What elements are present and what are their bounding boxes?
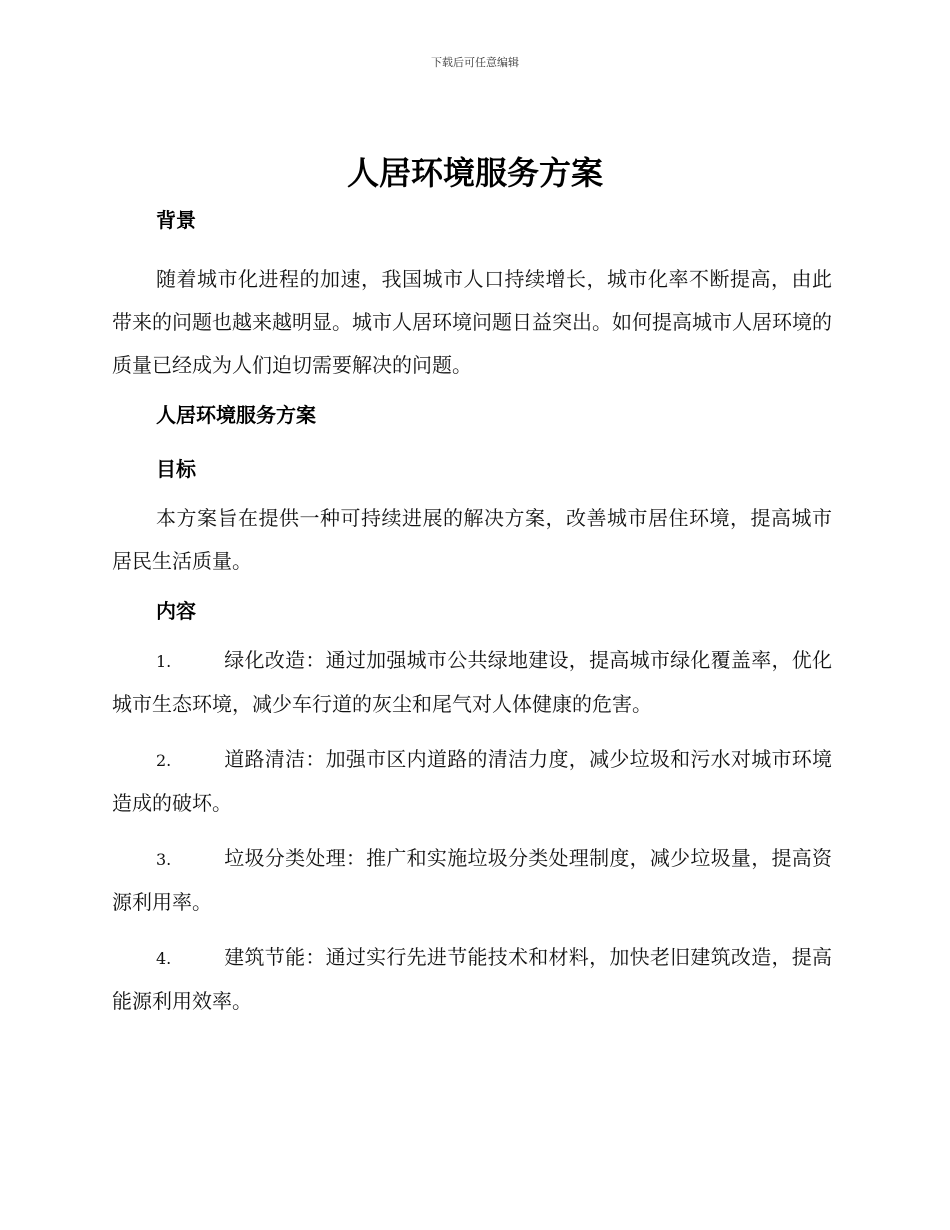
list-item-number: 1. [156, 652, 172, 671]
list-item-2 [112, 738, 832, 825]
paragraph-goal: 本方案旨在提供一种可持续进展的解决方案，改善城市居住环境，提高城市居民生活质量。 [112, 506, 832, 573]
list-item-number: 2. [156, 751, 172, 770]
heading-plan: 人居环境服务方案 [156, 403, 316, 427]
document-title: 人居环境服务方案 [346, 154, 603, 192]
heading-goal: 目标 [156, 457, 196, 481]
list-item-4 [112, 936, 832, 1023]
list-item-number: 4. [156, 949, 172, 968]
list-item-1 [112, 639, 832, 726]
document-body [112, 204, 832, 1023]
list-item-number: 3. [156, 850, 172, 869]
list-item-text: 建筑节能：通过实行先进节能技术和材料，加快老旧建筑改造，提高能源利用效率。 [112, 945, 832, 1013]
list-item-text: 绿化改造：通过加强城市公共绿地建设，提高城市绿化覆盖率，优化城市生态环境，减少车行道的灰尘和尾气对人体健康的危害。 [112, 648, 832, 716]
heading-content: 内容 [156, 599, 196, 623]
list-item-3 [112, 837, 832, 924]
header-note: 下载后可任意编辑 [431, 56, 519, 69]
list-item-text: 道路清洁：加强市区内道路的清洁力度，减少垃圾和污水对城市环境造成的破坏。 [112, 747, 832, 815]
list-item-text: 垃圾分类处理：推广和实施垃圾分类处理制度，减少垃圾量，提高资源利用率。 [112, 846, 832, 914]
paragraph-background: 随着城市化进程的加速，我国城市人口持续增长，城市化率不断提高，由此带来的问题也越来越明显。城市人居环境问题日益突出。如何提高城市人居环境的质量已经成为人们迫切需要解决的问题。 [112, 267, 832, 377]
heading-background: 背景 [156, 208, 196, 232]
